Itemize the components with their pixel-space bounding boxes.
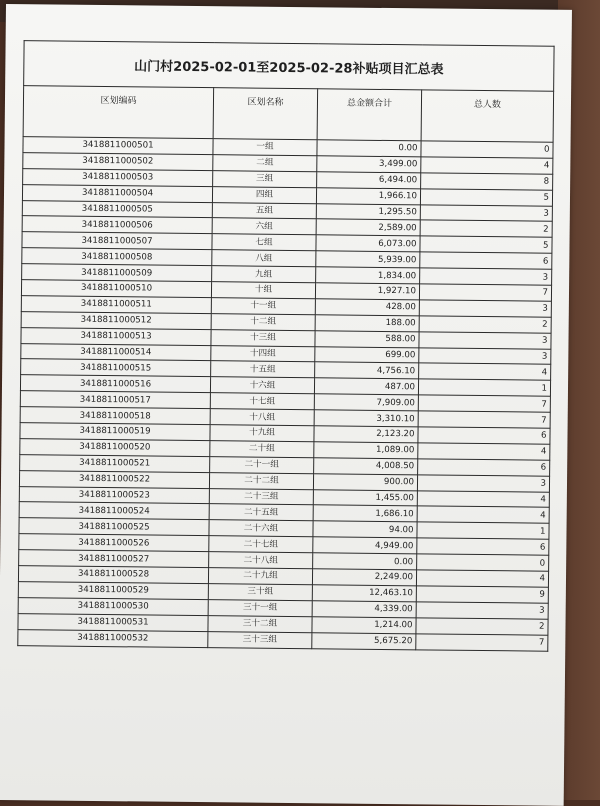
row-code: 3418811000517 [20,391,210,409]
row-name: 八组 [212,250,316,267]
row-code: 3418811000523 [19,486,209,504]
row-amount: 3,499.00 [317,156,421,173]
row-code: 3418811000510 [21,280,211,298]
row-name: 三十二组 [208,615,312,632]
row-amount: 1,455.00 [313,489,417,506]
row-count: 4 [417,490,549,507]
table-title: 山门村2025-02-01至2025-02-28补贴项目汇总表 [24,41,554,92]
row-amount: 588.00 [315,330,419,347]
row-count: 5 [420,236,552,253]
row-code: 3418811000512 [21,311,211,329]
row-count: 4 [417,506,549,523]
subsidy-summary-table [17,40,554,651]
row-count: 7 [419,284,551,301]
row-count: 4 [418,443,550,460]
row-code: 3418811000505 [22,200,212,218]
row-name: 十二组 [211,313,315,330]
row-amount: 7,909.00 [314,394,418,411]
row-amount: 1,295.50 [316,203,420,220]
row-name: 十四组 [211,345,315,362]
row-count: 3 [420,204,552,221]
row-count: 1 [418,379,550,396]
row-name: 二十八组 [209,552,313,569]
row-count: 7 [418,395,550,412]
row-code: 3418811000532 [18,629,208,647]
row-code: 3418811000528 [18,566,208,584]
header-count: 总人数 [421,90,554,142]
row-amount: 1,686.10 [313,505,417,522]
row-count: 2 [416,618,548,635]
row-amount: 5,675.20 [312,632,416,649]
row-amount: 1,214.00 [312,616,416,633]
row-amount: 6,073.00 [316,235,420,252]
row-name: 十七组 [210,393,314,410]
row-name: 二十七组 [209,536,313,553]
row-amount: 6,494.00 [317,172,421,189]
row-code: 3418811000524 [19,502,209,520]
row-count: 0 [417,554,549,571]
row-name: 二十组 [210,441,314,458]
row-name: 三组 [213,170,317,187]
row-code: 3418811000519 [20,423,210,441]
row-name: 十三组 [211,329,315,346]
row-amount: 4,339.00 [312,601,416,618]
row-amount: 188.00 [315,315,419,332]
row-code: 3418811000515 [21,359,211,377]
row-count: 3 [419,332,551,349]
row-code: 3418811000501 [23,137,213,155]
row-code: 3418811000521 [20,454,210,472]
row-name: 九组 [212,266,316,283]
row-amount: 1,927.10 [315,283,419,300]
row-code: 3418811000507 [22,232,212,250]
title-row [24,41,554,92]
row-count: 6 [418,459,550,476]
row-amount: 0.00 [317,140,421,157]
row-code: 3418811000530 [18,597,208,615]
row-count: 0 [421,141,553,158]
row-count: 7 [416,633,548,650]
row-name: 三十三组 [208,631,312,648]
row-count: 8 [421,173,553,190]
row-code: 3418811000526 [19,534,209,552]
row-amount: 4,756.10 [315,362,419,379]
row-code: 3418811000513 [21,327,211,345]
row-amount: 1,834.00 [316,267,420,284]
row-count: 5 [420,189,552,206]
table-body [18,137,553,651]
row-amount: 1,089.00 [314,442,418,459]
row-amount: 699.00 [315,346,419,363]
header-name: 区划名称 [213,88,318,140]
row-amount: 900.00 [313,473,417,490]
row-count: 3 [417,475,549,492]
row-code: 3418811000502 [23,153,213,171]
row-count: 3 [420,268,552,285]
row-name: 五组 [212,202,316,219]
row-count: 9 [416,586,548,603]
row-name: 十五组 [211,361,315,378]
row-code: 3418811000511 [21,296,211,314]
row-name: 十八组 [210,409,314,426]
row-name: 二组 [213,155,317,172]
row-name: 三十一组 [208,599,312,616]
row-count: 4 [416,570,548,587]
row-code: 3418811000522 [19,470,209,488]
row-code: 3418811000520 [20,439,210,457]
row-count: 4 [419,363,551,380]
row-name: 二十二组 [209,472,313,489]
paper-sheet [0,4,572,806]
header-code: 区划编码 [23,86,214,139]
row-amount: 2,123.20 [314,426,418,443]
row-code: 3418811000525 [19,518,209,536]
row-amount: 3,310.10 [314,410,418,427]
row-count: 3 [416,602,548,619]
row-name: 十九组 [210,425,314,442]
row-code: 3418811000516 [20,375,210,393]
row-code: 3418811000508 [22,248,212,266]
row-amount: 2,249.00 [312,569,416,586]
row-amount: 0.00 [313,553,417,570]
row-code: 3418811000527 [19,550,209,568]
row-name: 六组 [212,218,316,235]
row-code: 3418811000504 [22,184,212,202]
row-name: 七组 [212,234,316,251]
row-amount: 5,939.00 [316,251,420,268]
row-code: 3418811000509 [22,264,212,282]
row-name: 十六组 [210,377,314,394]
row-name: 三十组 [208,584,312,601]
row-name: 十一组 [211,298,315,315]
row-count: 3 [419,300,551,317]
row-count: 6 [420,252,552,269]
row-code: 3418811000531 [18,613,208,631]
row-amount: 4,008.50 [314,458,418,475]
row-amount: 4,949.00 [313,537,417,554]
row-amount: 1,966.10 [316,187,420,204]
row-name: 二十一组 [210,456,314,473]
row-code: 3418811000506 [22,216,212,234]
row-name: 二十五组 [209,504,313,521]
row-count: 7 [418,411,550,428]
row-name: 一组 [213,139,317,156]
row-code: 3418811000529 [18,582,208,600]
row-count: 2 [420,220,552,237]
row-name: 十组 [211,282,315,299]
row-count: 2 [419,316,551,333]
header-amount: 总金额合计 [317,89,422,141]
row-count: 3 [419,347,551,364]
row-amount: 428.00 [315,299,419,316]
row-count: 4 [421,157,553,174]
row-name: 二十九组 [208,568,312,585]
row-amount: 2,589.00 [316,219,420,236]
row-amount: 94.00 [313,521,417,538]
row-name: 二十三组 [209,488,313,505]
row-code: 3418811000514 [21,343,211,361]
row-count: 6 [417,538,549,555]
row-code: 3418811000518 [20,407,210,425]
row-amount: 487.00 [314,378,418,395]
header-row [23,86,554,143]
row-name: 二十六组 [209,520,313,537]
row-code: 3418811000503 [23,168,213,186]
row-amount: 12,463.10 [312,585,416,602]
row-count: 6 [418,427,550,444]
row-count: 1 [417,522,549,539]
row-name: 四组 [212,186,316,203]
